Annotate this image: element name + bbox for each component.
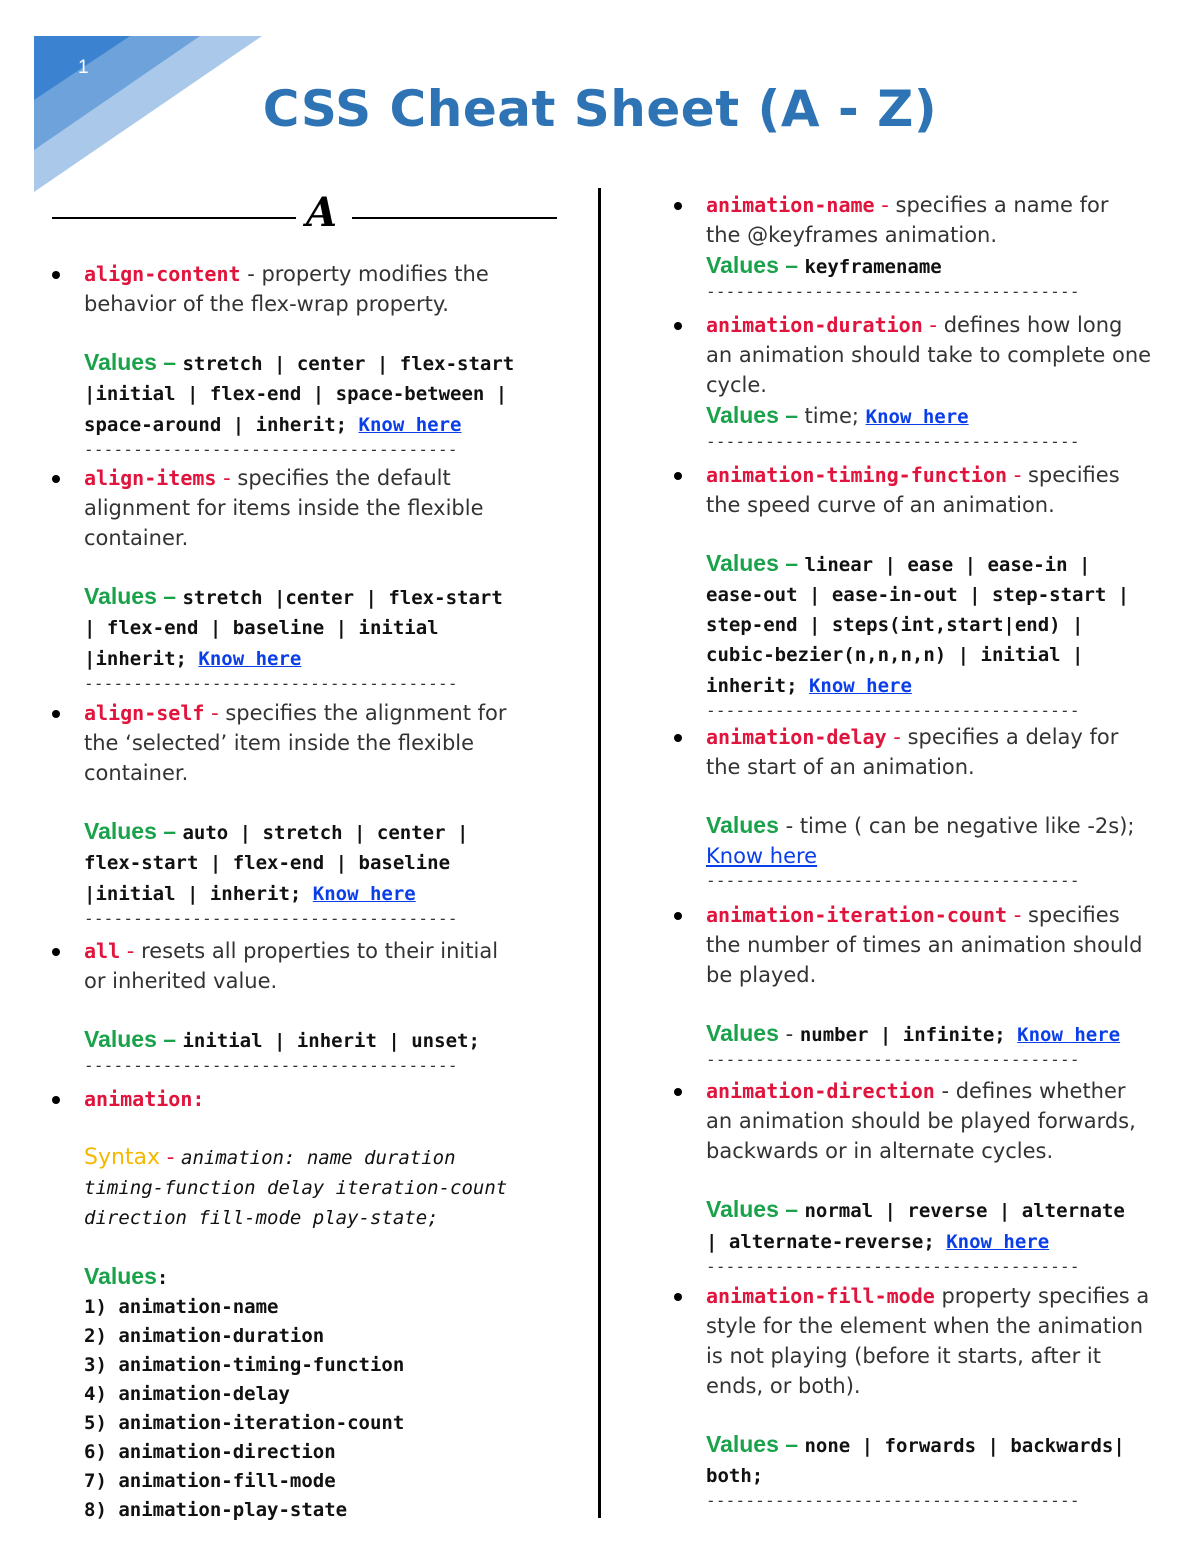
list-item: 3) animation-timing-function xyxy=(84,1354,405,1376)
description: be played. xyxy=(706,963,817,987)
syntax-text: animation: name duration xyxy=(181,1147,456,1169)
values-text: |initial | flex-end | space-between | xyxy=(84,383,508,405)
list-item: 4) animation-delay xyxy=(84,1383,290,1405)
separator: -------------------------------------- xyxy=(84,1056,458,1075)
bullet xyxy=(674,734,682,742)
description: backwards or in alternate cycles. xyxy=(706,1139,1054,1163)
separator: -------------------------------------- xyxy=(706,432,1080,451)
entry-align-items: align-items - specifies the default alignment for items inside the flexible container. Values – stretch |center | flex-start | flex-end | baseline | initial |inherit; Know here -------------------------------------- xyxy=(40,463,604,694)
description: cycle. xyxy=(706,373,767,397)
bullet xyxy=(674,1293,682,1301)
values-text: ease-out | ease-in-out | step-start | xyxy=(706,584,1130,606)
description: behavior of the flex-wrap property. xyxy=(84,292,449,316)
separator: -------------------------------------- xyxy=(84,674,458,693)
values-label: Values xyxy=(706,1196,779,1222)
values-text: space-around | inherit; xyxy=(84,414,359,436)
list-item: 6) animation-direction xyxy=(84,1441,336,1463)
syntax-text: timing-function delay iteration-count xyxy=(84,1177,508,1199)
values-text: normal | reverse | alternate xyxy=(804,1200,1125,1222)
description: the ‘selected’ item inside the flexible xyxy=(84,731,475,755)
bullet xyxy=(52,948,60,956)
description: ends, or both). xyxy=(706,1374,861,1398)
heading-rule-right xyxy=(352,217,557,219)
values-text: time; xyxy=(804,404,866,428)
description: specifies the alignment for xyxy=(225,701,507,725)
entry-animation-duration: animation-duration - defines how long an animation should take to complete one cycle. Values – time; Know here -------------------------------------- xyxy=(662,310,1200,452)
description: the @keyframes animation. xyxy=(706,223,998,247)
description: container. xyxy=(84,761,189,785)
description: resets all properties to their initial xyxy=(141,939,499,963)
description: - defines whether xyxy=(934,1079,1126,1103)
separator: -------------------------------------- xyxy=(706,1491,1080,1510)
description: - property modifies the xyxy=(240,262,489,286)
values-text: linear | ease | ease-in | xyxy=(804,554,1091,576)
separator: -------------------------------------- xyxy=(706,1050,1080,1069)
bullet xyxy=(674,472,682,480)
entry-animation-direction: animation-direction - defines whether an animation should be played forwards, backwards or in alternate cycles. Values – normal | reverse | alternate | alternate-reverse; Know here -------------------------------------- xyxy=(662,1076,1200,1277)
heading-rule-left xyxy=(52,217,296,219)
values-text: | flex-end | baseline | initial xyxy=(84,617,439,639)
list-item: 1) animation-name xyxy=(84,1296,279,1318)
values-text: inherit; xyxy=(706,675,809,697)
description: is not playing (before it starts, after it xyxy=(706,1344,1101,1368)
entry-animation-name: animation-name - specifies a name for the @keyframes animation. Values – keyframename -------------------------------------- xyxy=(662,190,1200,302)
entry-animation-iteration-count: animation-iteration-count - specifies the number of times an animation should be played. Values - number | infinite; Know here -------------------------------------- xyxy=(662,900,1200,1070)
values-text: | alternate-reverse; xyxy=(706,1231,947,1253)
separator: -------------------------------------- xyxy=(706,871,1080,890)
property-name: animation-duration xyxy=(706,313,923,337)
bullet xyxy=(674,912,682,920)
know-here-link[interactable]: Know here xyxy=(312,883,416,905)
description: style for the element when the animation xyxy=(706,1314,1144,1338)
description: the speed curve of an animation. xyxy=(706,493,1055,517)
description: an animation should be played forwards, xyxy=(706,1109,1136,1133)
separator: -------------------------------------- xyxy=(706,701,1080,720)
values-text: keyframename xyxy=(804,256,942,278)
description: specifies xyxy=(1027,903,1120,927)
values-label: Values xyxy=(706,812,779,838)
values-text: |initial | inherit; xyxy=(84,883,313,905)
values-label: Values xyxy=(84,818,157,844)
syntax-label: Syntax xyxy=(84,1145,161,1170)
page-title: CSS Cheat Sheet (A - Z) xyxy=(262,80,938,138)
property-name: align-items xyxy=(84,466,217,490)
bullet xyxy=(674,322,682,330)
know-here-link[interactable]: Know here xyxy=(198,648,302,670)
description: container. xyxy=(84,526,189,550)
section-letter: A xyxy=(306,189,338,236)
know-here-link[interactable]: Know here xyxy=(358,414,462,436)
entry-align-self: align-self - specifies the alignment for the ‘selected’ item inside the flexible container. Values – auto | stretch | center | flex-start | flex-end | baseline |initial | inherit; Know here -------------------------------------- xyxy=(40,698,604,929)
property-name: align-content xyxy=(84,262,241,286)
entry-align-content: align-content - property modifies the behavior of the flex-wrap property. Values – stretch | center | flex-start |initial | flex-end | space-between | space-around | inherit; Know here -------------------------------------- xyxy=(40,259,604,460)
property-name: animation-fill-mode xyxy=(706,1284,935,1308)
values-label: Values xyxy=(706,1431,779,1457)
values-text: initial | inherit | unset; xyxy=(182,1030,480,1052)
know-here-link[interactable]: Know here xyxy=(865,406,969,428)
description: defines how long xyxy=(943,313,1123,337)
values-text: none | forwards | backwards| xyxy=(804,1435,1125,1457)
description: specifies a name for xyxy=(895,193,1109,217)
values-text: time ( can be negative like -2s); xyxy=(799,814,1135,838)
values-text: both; xyxy=(706,1465,764,1487)
values-label: Values xyxy=(84,1263,157,1289)
separator: -------------------------------------- xyxy=(84,440,458,459)
bullet xyxy=(52,271,60,279)
values-text: stretch |center | flex-start xyxy=(182,587,503,609)
entry-animation-delay: animation-delay - specifies a delay for the start of an animation. Values - time ( can be negative like -2s); Know here -------------------------------------- xyxy=(662,722,1200,891)
description: specifies xyxy=(1027,463,1120,487)
entry-animation-fill-mode: animation-fill-mode property specifies a style for the element when the animation is not playing (before it starts, after it ends, or both). Values – none | forwards | backwards| both; -------------------------------------- xyxy=(662,1281,1200,1511)
list-item: 7) animation-fill-mode xyxy=(84,1470,336,1492)
bullet xyxy=(52,1096,60,1104)
values-label: Values xyxy=(706,550,779,576)
values-label: Values xyxy=(84,1026,157,1052)
description: the number of times an animation should xyxy=(706,933,1143,957)
values-text: step-end | steps(int,start|end) | xyxy=(706,614,1084,636)
entry-all: all - resets all properties to their initial or inherited value. Values – initial | inherit | unset; -------------------------------------- xyxy=(40,936,604,1076)
section-letter-heading xyxy=(52,189,557,236)
description: the start of an animation. xyxy=(706,755,975,779)
know-here-link[interactable]: Know here xyxy=(706,844,818,868)
list-item: 8) animation-play-state xyxy=(84,1499,348,1521)
bullet xyxy=(52,710,60,718)
separator: -------------------------------------- xyxy=(706,282,1080,301)
property-name: animation-direction xyxy=(706,1079,935,1103)
description: specifies the default xyxy=(237,466,451,490)
values-text: flex-start | flex-end | baseline xyxy=(84,852,451,874)
separator: -------------------------------------- xyxy=(706,1257,1080,1276)
values-text: cubic-bezier(n,n,n,n) | initial | xyxy=(706,644,1084,666)
separator: -------------------------------------- xyxy=(84,909,458,928)
know-here-link[interactable]: Know here xyxy=(1017,1024,1121,1046)
property-name: animation-delay xyxy=(706,725,887,749)
property-name: animation-iteration-count xyxy=(706,903,1008,927)
values-text: stretch | center | flex-start xyxy=(182,353,515,375)
values-text: auto | stretch | center | xyxy=(182,822,469,844)
description: or inherited value. xyxy=(84,969,278,993)
description: alignment for items inside the flexible xyxy=(84,496,484,520)
description: an animation should take to complete one xyxy=(706,343,1152,367)
description: specifies a delay for xyxy=(907,725,1119,749)
page-number: 1 xyxy=(78,57,89,78)
values-label: Values xyxy=(706,1020,779,1046)
values-label: Values xyxy=(706,252,779,278)
know-here-link[interactable]: Know here xyxy=(808,675,912,697)
values-label: Values xyxy=(706,402,779,428)
entry-animation: animation: Syntax - animation: name duration timing-function delay iteration-count direction fill-mode play-state; Values: 1) animation-name 2) animation-duration 3) animation-timing-function 4) animation-delay 5) animation-iteration-count 6) animation-direction 7) animation-fill-mode 8) animation-play-state xyxy=(40,1084,604,1525)
list-item: 5) animation-iteration-count xyxy=(84,1412,405,1434)
entry-animation-timing-function: animation-timing-function - specifies the speed curve of an animation. Values – linear | ease | ease-in | ease-out | ease-in-out | step-start | step-end | steps(int,start|end) | cubic-bezier(n,n,n,n) | initial | inherit; Know here -------------------------------------- xyxy=(662,460,1200,721)
property-name: animation-timing-function xyxy=(706,463,1008,487)
bullet xyxy=(674,1088,682,1096)
list-item: 2) animation-duration xyxy=(84,1325,325,1347)
property-name: animation-name xyxy=(706,193,875,217)
values-label: Values xyxy=(84,583,157,609)
syntax-text: direction fill-mode play-state; xyxy=(84,1207,439,1229)
values-text: number | infinite; xyxy=(799,1024,1018,1046)
bullet xyxy=(674,202,682,210)
property-name: animation: xyxy=(84,1087,205,1111)
bullet xyxy=(52,475,60,483)
description: property specifies a xyxy=(934,1284,1150,1308)
know-here-link[interactable]: Know here xyxy=(946,1231,1050,1253)
values-text: |inherit; xyxy=(84,648,199,670)
property-name: align-self xyxy=(84,701,205,725)
property-name: all xyxy=(84,939,121,963)
values-label: Values xyxy=(84,349,157,375)
